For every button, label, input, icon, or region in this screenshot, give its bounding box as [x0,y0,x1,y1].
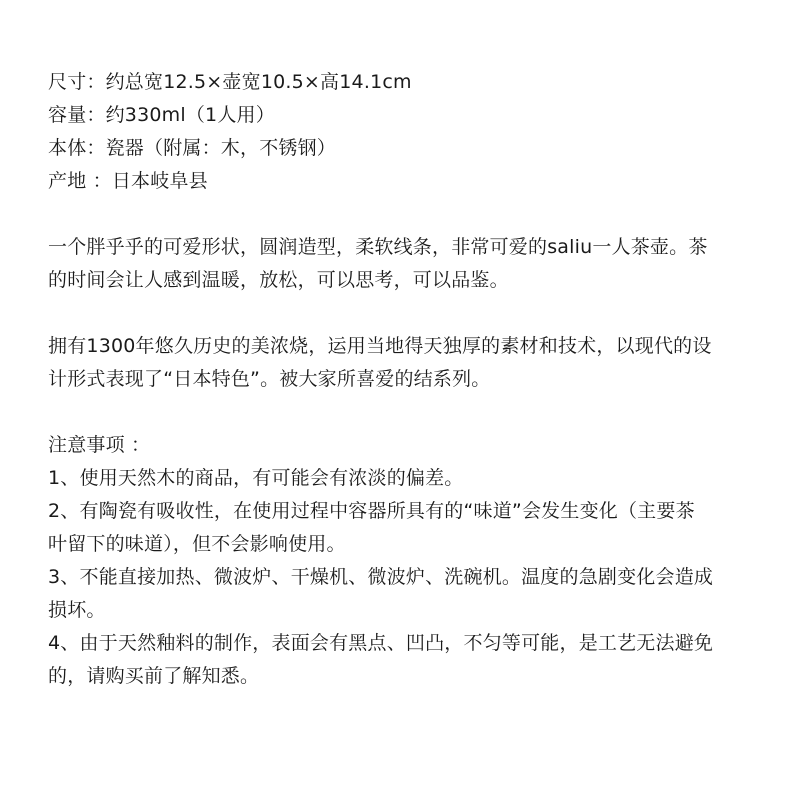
note-line: 2、有陶瓷有吸收性，在使用过程中容器所具有的“味道”会发生变化（主要茶 [48,500,695,522]
note-line: 的，请购买前了解知悉。 [48,665,260,687]
notes-title: 注意事项 ： [48,434,151,456]
intro-line: 一个胖乎乎的可爱形状，圆润造型，柔软线条，非常可爱的saliu一人茶壶。茶 [48,236,708,258]
intro-paragraph [48,231,768,297]
spec-size: 尺寸：约总宽12.5×壶宽10.5×高14.1cm [48,71,412,93]
paragraph-gap [48,396,768,429]
paragraph-gap [48,198,768,231]
spec-list [48,66,768,198]
product-description [48,66,768,693]
note-line: 叶留下的味道），但不会影响使用。 [48,533,346,555]
paragraph-gap [48,297,768,330]
note-line: 1、使用天然木的商品，有可能会有浓淡的偏差。 [48,467,464,489]
history-paragraph [48,330,768,396]
note-line: 损坏。 [48,599,106,621]
spec-material: 本体：瓷器（附属：木，不锈钢） [48,137,337,159]
intro-line: 的时间会让人感到温暖，放松，可以思考，可以品鉴。 [48,269,509,291]
note-line: 3、不能直接加热、微波炉、干燥机、微波炉、洗碗机。温度的急剧变化会造成 [48,566,714,588]
note-line: 4、由于天然釉料的制作，表面会有黑点、凹凸，不匀等可能，是工艺无法避免 [48,632,714,654]
spec-origin: 产地 ：日本岐阜县 [48,170,208,192]
spec-capacity: 容量：约330ml（1人用） [48,104,275,126]
notes-section [48,429,768,693]
history-line: 计形式表现了“日本特色”。被大家所喜爱的结系列。 [48,368,491,390]
history-line: 拥有1300年悠久历史的美浓烧，运用当地得天独厚的素材和技术，以现代的设 [48,335,712,357]
